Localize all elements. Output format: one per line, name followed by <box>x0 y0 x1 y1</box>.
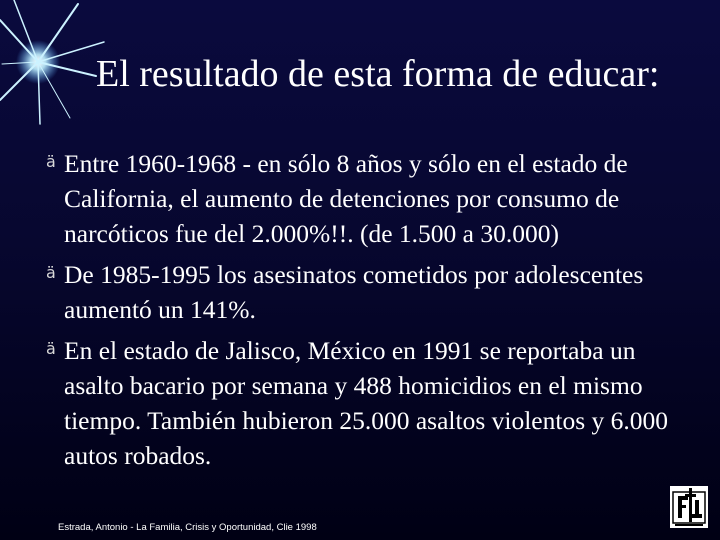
bullet-text: Entre 1960-1968 - en sólo 8 años y sólo en el estado de California, el aumento de detenciones por consumo de narcóticos fue del 2.000%!!. (de 1.500 a 30.000) <box>64 149 628 248</box>
list-item <box>46 146 696 251</box>
star-burst-icon <box>0 0 110 130</box>
bullet-arrow-icon: ä <box>46 152 56 171</box>
publisher-logo-icon <box>670 486 708 528</box>
source-citation: Estrada, Antonio - La Familia, Crisis y Oportunidad, Clie 1998 <box>58 522 317 533</box>
list-item <box>46 257 696 327</box>
slide-title: El resultado de esta forma de educar: <box>96 53 660 95</box>
bullet-text: De 1985-1995 los asesinatos cometidos por adolescentes aumentó un 141%. <box>64 260 644 324</box>
bullet-text: En el estado de Jalisco, México en 1991 se reportaba un asalto bacario por semana y 488 homicidios en el mismo tiempo. También hubieron 25.000 asaltos violentos y 6.000 autos robados. <box>64 336 669 470</box>
bullet-arrow-icon: ä <box>46 339 56 358</box>
bullet-arrow-icon: ä <box>46 263 56 282</box>
bullet-list <box>46 146 696 479</box>
list-item <box>46 333 696 473</box>
